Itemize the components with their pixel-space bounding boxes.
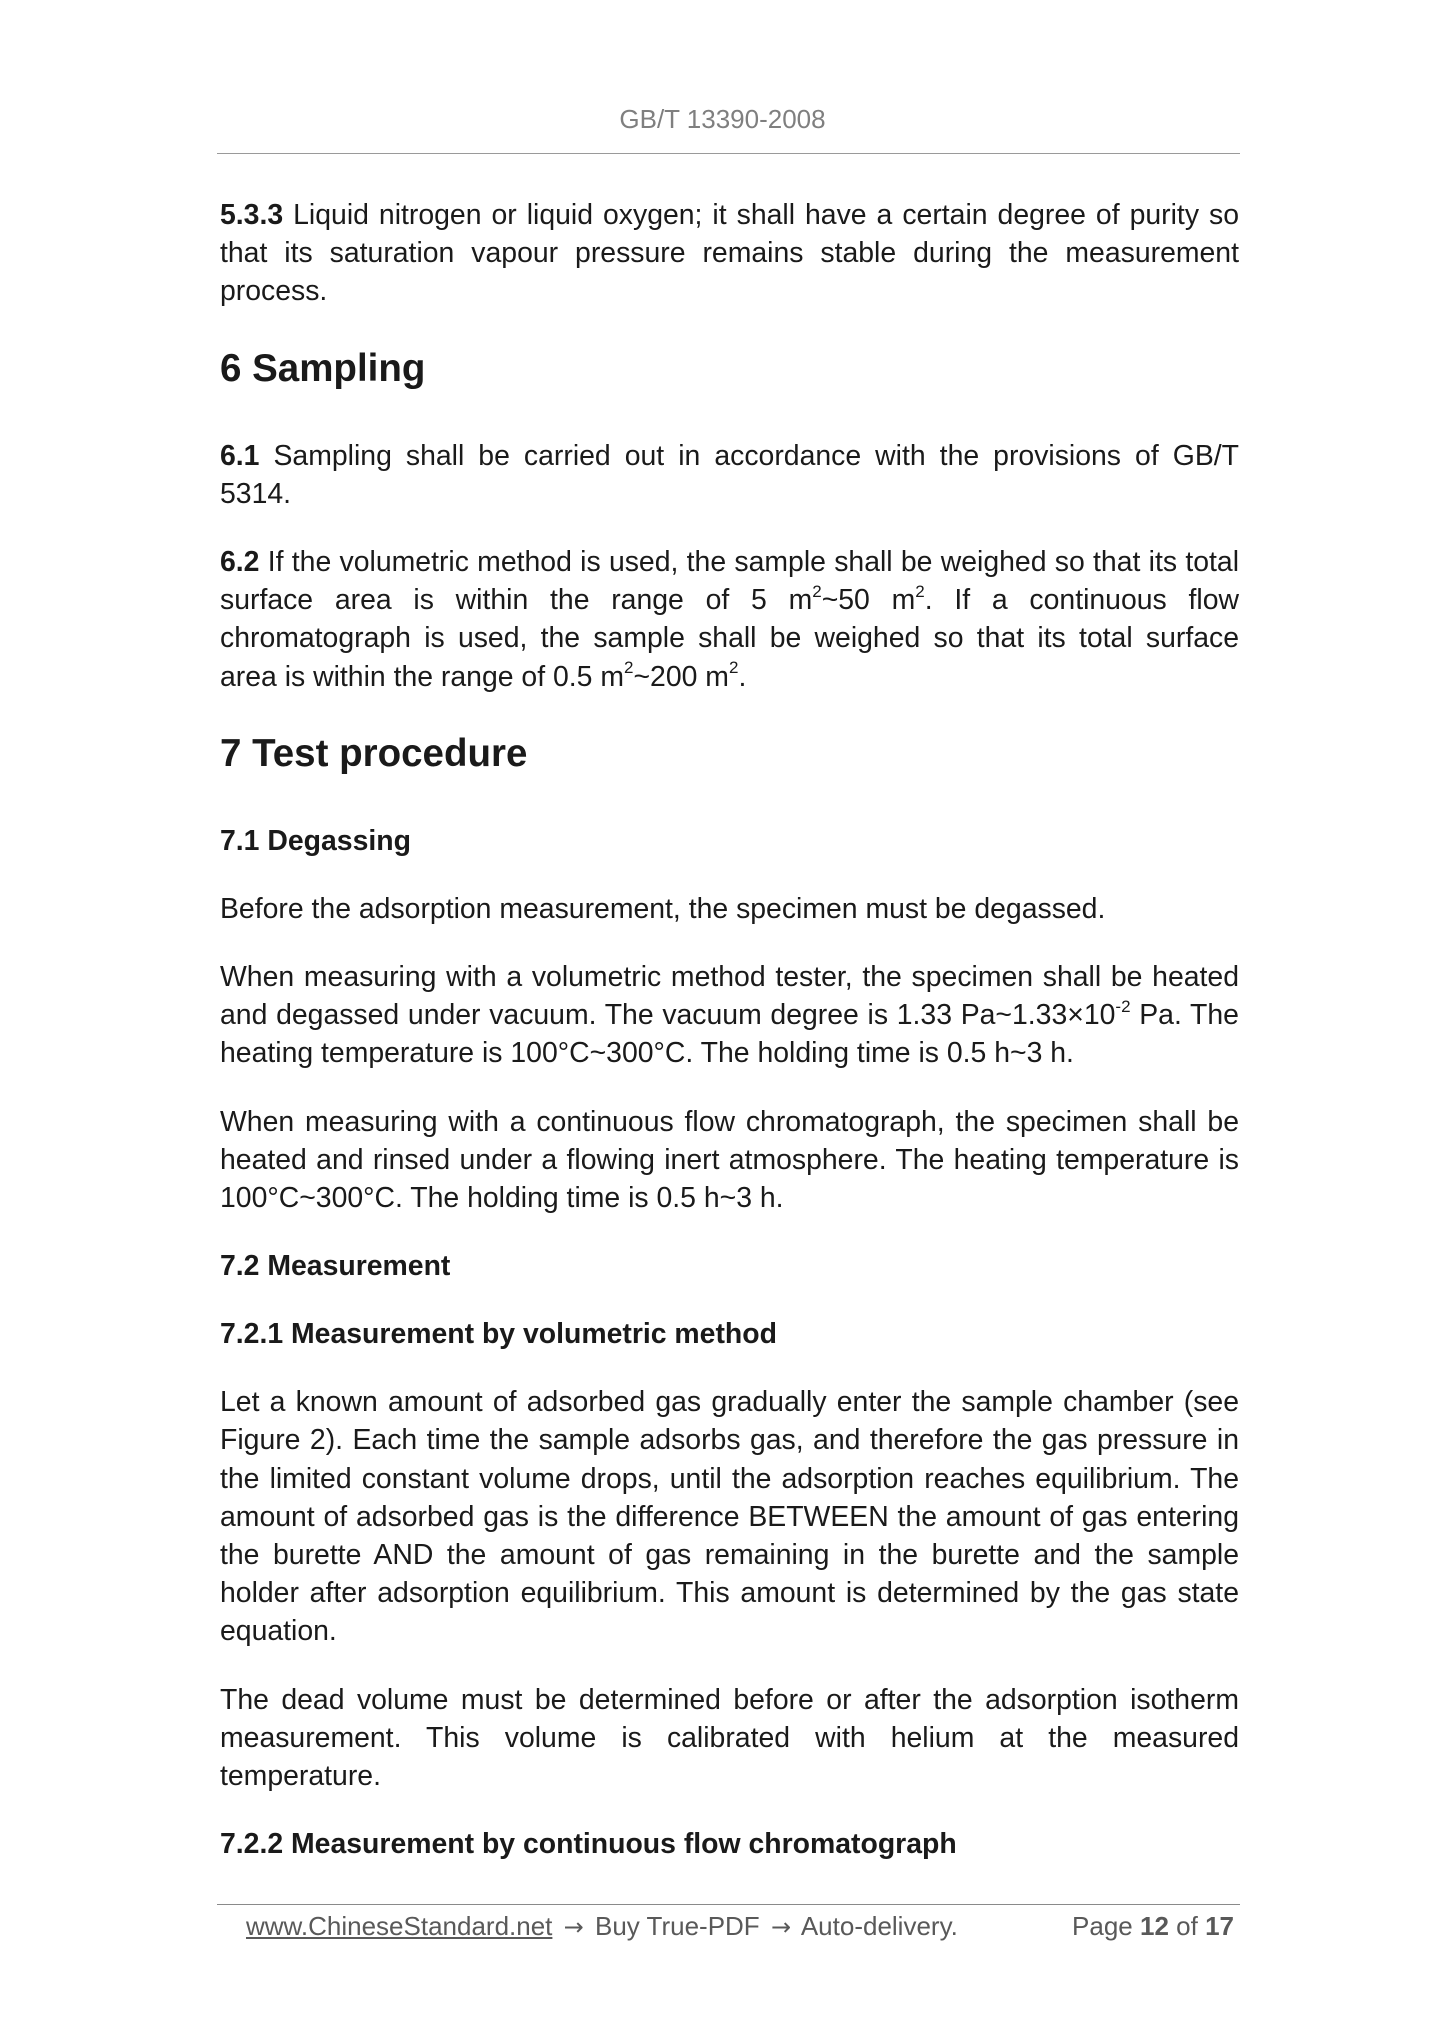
footer-delivery-text: Auto-delivery. (800, 1911, 958, 1941)
subsection-heading-7-2-1: 7.2.1 Measurement by volumetric method (220, 1318, 777, 1351)
page-content (220, 196, 1239, 1893)
page-footer (246, 1911, 1234, 1942)
footer-divider (217, 1904, 1240, 1905)
clause-number: 6.2 (220, 546, 260, 579)
clause-text: . If a continuous flow chromatograph is used, the sample shall be weighed so that its total surface area is within the range of 0.5 m (220, 584, 1239, 693)
clause-6-2 (220, 543, 1239, 696)
footer-website-link[interactable]: www.ChineseStandard.net (246, 1911, 553, 1941)
paragraph-text: Pa. The heating temperature is 100°C~300°C. The holding time is 0.5 h~3 h. (220, 999, 1239, 1070)
page-number (1072, 1911, 1234, 1942)
superscript: 2 (915, 581, 925, 601)
arrow-right-icon: → (770, 1913, 792, 1941)
paragraph-dead-volume: The dead volume must be determined before or after the adsorption isotherm measurement. This volume is calibrated with helium at the measured temperature. (220, 1683, 1239, 1793)
subsection-heading-7-1: 7.1 Degassing (220, 824, 411, 857)
clause-text: ~200 m (633, 660, 729, 693)
section-heading-7: 7 Test procedure (220, 731, 528, 775)
superscript: 2 (624, 658, 634, 678)
clause-text: ~50 m (821, 584, 916, 617)
of-label: of (1176, 1911, 1198, 1941)
clause-number: 5.3.3 (220, 199, 284, 231)
paragraph-degassing-intro: Before the adsorption measurement, the specimen must be degassed. (220, 892, 1106, 925)
paragraph-volumetric-procedure: Let a known amount of adsorbed gas gradually enter the sample chamber (see Figure 2). Each time the sample adsorbs gas, and therefore the gas pressure in the limited constant volume drops, until the adsorption reaches equilibrium. The amount of adsorbed gas is the difference BETWEEN the amount of gas entering the burette AND the amount of gas remaining in the burette and the sample holder after adsorption equilibrium. This amount is determined by the gas state equation. (220, 1386, 1239, 1648)
footer-buy-text: Buy True-PDF (594, 1911, 760, 1941)
clause-number: 6.1 (220, 439, 260, 472)
superscript: -2 (1115, 996, 1131, 1016)
current-page: 12 (1140, 1911, 1169, 1941)
clause-text: Sampling shall be carried out in accordance with the provisions of GB/T 5314. (220, 439, 1239, 510)
total-pages: 17 (1205, 1911, 1234, 1941)
subsection-heading-7-2-2: 7.2.2 Measurement by continuous flow chromatograph (220, 1828, 957, 1861)
superscript: 2 (728, 658, 739, 678)
section-heading-6: 6 Sampling (220, 346, 426, 390)
paragraph-degassing-chromatograph: When measuring with a continuous flow chromatograph, the specimen shall be heated and rinsed under a flowing inert atmosphere. The heating temperature is 100°C~300°C. The holding time is 0.5 h~3 h. (220, 1105, 1239, 1215)
subsection-heading-7-2: 7.2 Measurement (220, 1250, 451, 1283)
clause-text: . (738, 660, 747, 693)
clause-text: Liquid nitrogen or liquid oxygen; it shall have a certain degree of purity so that its saturation vapour pressure remains stable during the measurement process. (220, 199, 1239, 308)
header-divider (217, 153, 1240, 154)
clause-text: If the volumetric method is used, the sample shall be weighed so that its total surface area is within the range of 5 m (220, 546, 1239, 617)
clause-6-1 (220, 437, 1239, 513)
superscript: 2 (812, 581, 822, 601)
paragraph-degassing-volumetric (220, 958, 1239, 1073)
arrow-right-icon: → (563, 1913, 584, 1941)
page-label: Page (1072, 1911, 1133, 1941)
clause-5-3-3 (220, 196, 1239, 311)
header-title: GB/T 13390-2008 (619, 104, 826, 134)
paragraph-text: When measuring with a volumetric method tester, the specimen shall be heated and degassed under vacuum. The vacuum degree is 1.33 Pa~1.33×10 (220, 961, 1239, 1032)
